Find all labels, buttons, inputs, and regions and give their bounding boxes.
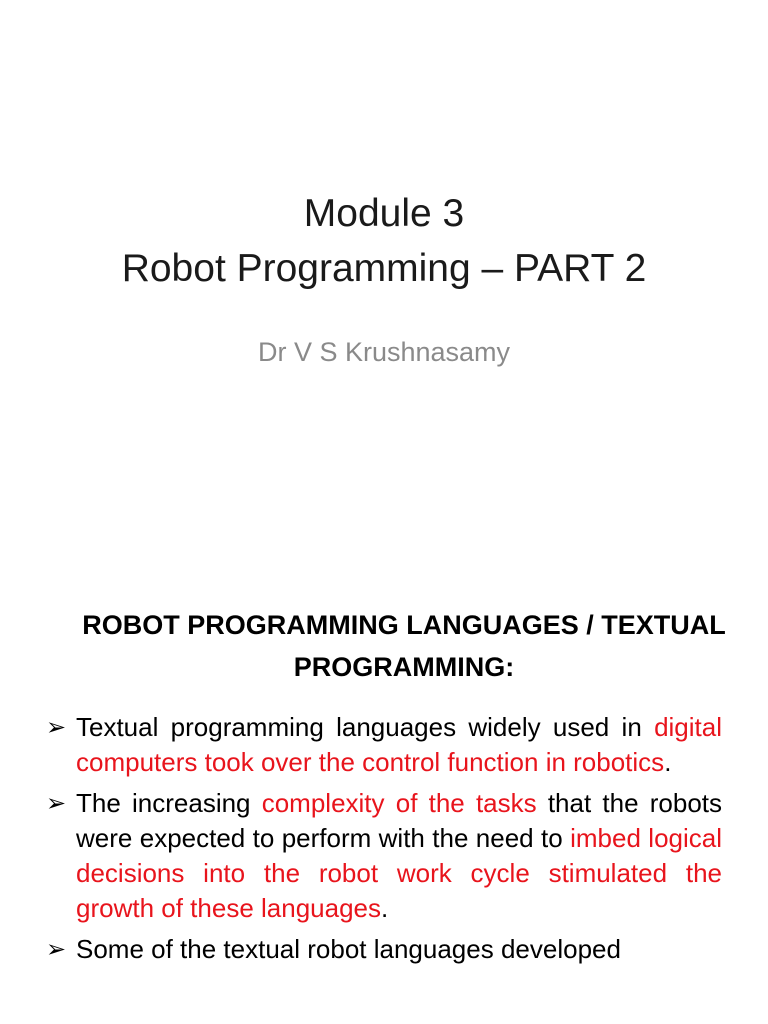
bullet-text: The increasing	[76, 788, 262, 818]
highlighted-text: imbed logical decisions into the robot work cycle stimulated the growth of these languages	[76, 823, 722, 923]
arrow-bullet-icon: ➢	[46, 714, 67, 741]
bullet-item	[46, 786, 722, 926]
bullet-item	[46, 932, 722, 967]
bullet-list	[46, 710, 722, 973]
bullet-text: .	[381, 893, 389, 923]
slide-programming-languages	[0, 576, 768, 1024]
module-title: Module 3	[303, 192, 465, 235]
presentation-title: Robot Programming – PART 2	[121, 247, 647, 290]
slide-heading-line-1: ROBOT PROGRAMMING LANGUAGES / TEXTUAL	[82, 610, 726, 640]
bullet-text: that the robots were expected to perform with the need to	[76, 788, 723, 853]
highlighted-text: complexity of the tasks	[261, 788, 537, 818]
bullet-item	[46, 710, 722, 780]
bullet-text: .	[664, 747, 672, 777]
slide-heading	[40, 604, 768, 688]
bullet-text: Some of the textual robot languages developed	[76, 934, 621, 964]
highlighted-text: digital computers took over the control function in robotics	[76, 712, 722, 777]
author-name: Dr V S Krushnasamy	[257, 337, 511, 367]
arrow-bullet-icon: ➢	[46, 936, 67, 963]
slide-heading-line-2: PROGRAMMING:	[293, 652, 515, 682]
slide-title-block	[0, 186, 768, 296]
bullet-text: Textual programming languages widely used in	[76, 712, 655, 742]
arrow-bullet-icon: ➢	[46, 790, 67, 817]
